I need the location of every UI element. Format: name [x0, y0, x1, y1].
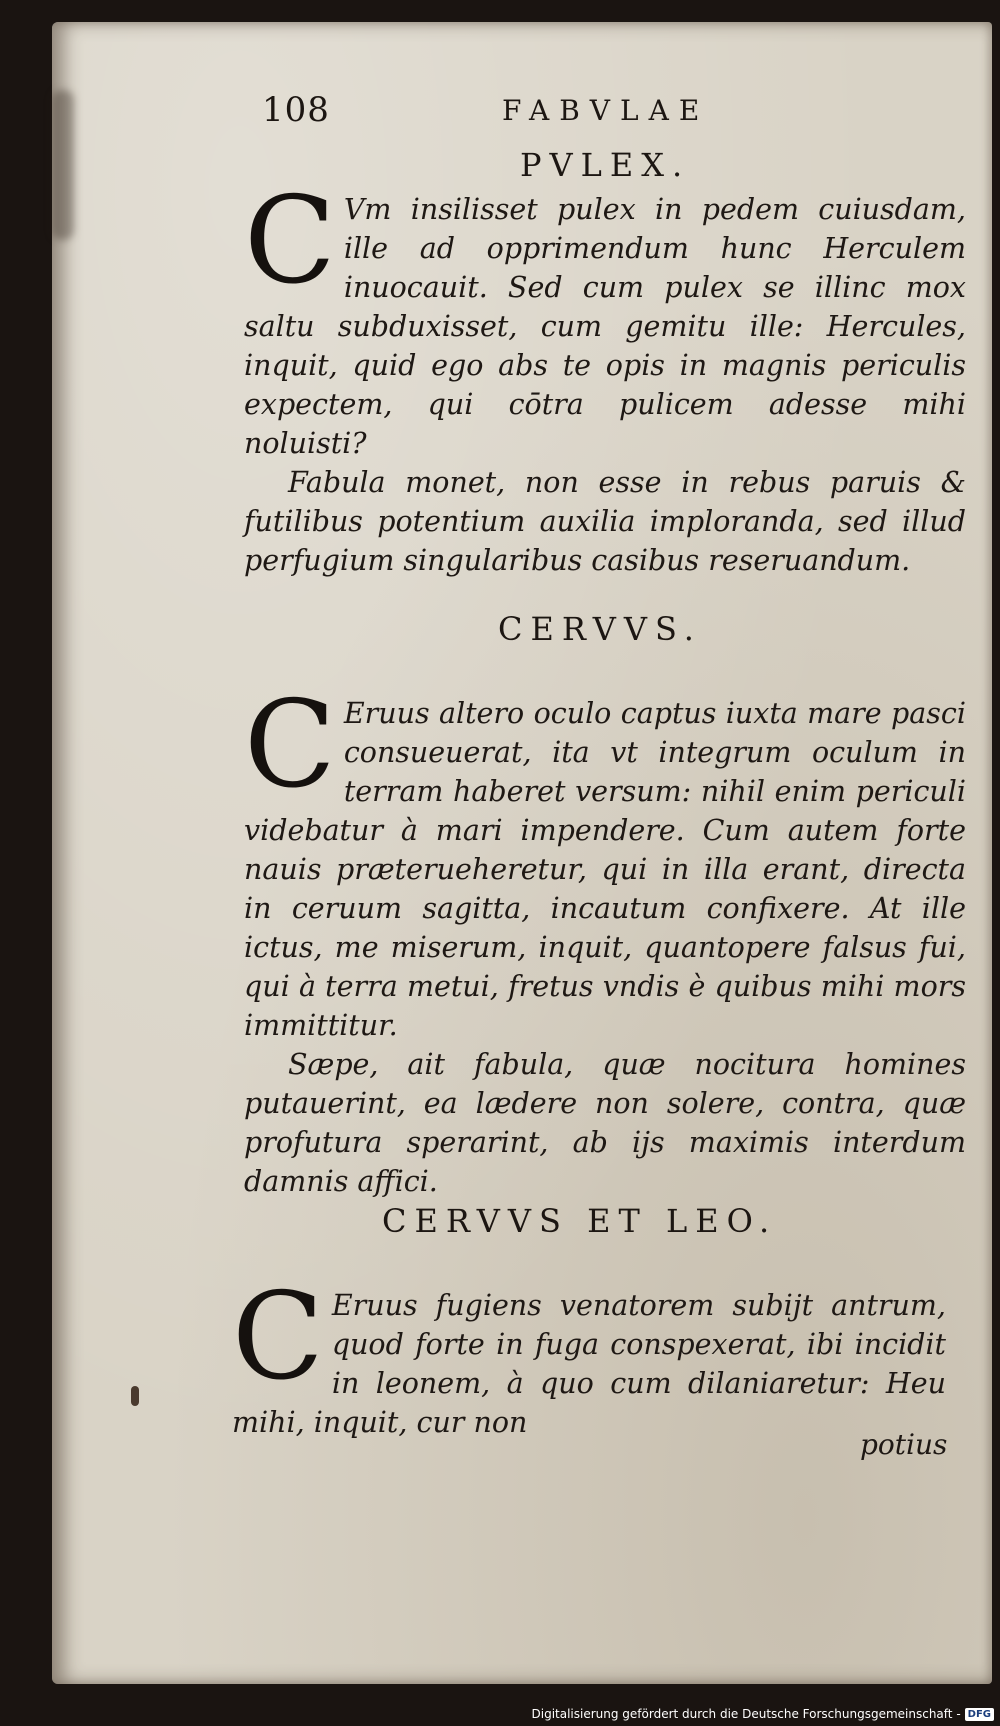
fable-title-cervus: CERVVS.	[498, 610, 702, 648]
fable-body-cervus	[244, 676, 966, 1201]
running-title: FABVLAE	[502, 94, 710, 127]
fable-text: Vm insilisset pulex in pedem cuiusdam, ille ad opprimendum hunc Herculem inuocauit. Sed cum pulex se illinc mox saltu subduxisset, cum gemitu ille: Hercules, inquit, quid ego abs te opis in magnis periculis expectem, qui cōtra pulicem adesse mihi noluisti?	[244, 193, 966, 460]
fable-title-cervus-et-leo: CERVVS ET LEO.	[382, 1202, 778, 1240]
fable-moral: Fabula monet, non esse in rebus paruis & futilibus potentium auxilia imploranda, sed illud perfugium singularibus casibus reseruandum.	[244, 466, 966, 577]
credit-text: Digitalisierung gefördert durch die Deutsche Forschungsgemeinschaft -	[531, 1707, 961, 1721]
drop-cap: C	[244, 676, 336, 815]
digitization-credit	[532, 1704, 995, 1724]
fable-moral: Sæpe, ait fabula, quæ nocitura homines putauerint, ea lædere non solere, contra, quæ profutura sperarint, ab ijs maximis interdum damnis affici.	[244, 1048, 966, 1198]
catchword: potius	[860, 1428, 948, 1461]
gutter-shadow	[52, 90, 74, 240]
fable-text: Eruus fugiens venatorem subijt antrum, quod forte in fuga conspexerat, ibi incidit in leonem, à quo cum dilaniaretur: Heu mihi, inquit, cur non	[232, 1289, 946, 1439]
fable-body-pulex	[244, 172, 966, 580]
drop-cap: C	[244, 172, 336, 311]
ink-blot	[131, 1386, 139, 1406]
dfg-logo: DFG	[965, 1708, 994, 1721]
fable-body-cervus-et-leo	[232, 1268, 946, 1442]
page-header	[262, 90, 782, 138]
page-number: 108	[262, 90, 330, 130]
fable-text: Eruus altero oculo captus iuxta mare pasci consueuerat, ita vt integrum oculum in terram haberet versum: nihil enim periculi videbatur à mari impendere. Cum autem forte nauis præterueheretur, qui in illa erant, directa in ceruum sagitta, incautum confixere. At ille ictus, me miserum, inquit, quantopere falsus fui, qui à terra metui, fretus vndis è quibus mihi mors immittitur.	[244, 697, 966, 1042]
drop-cap: C	[232, 1268, 324, 1407]
fable-title-pulex: PVLEX.	[520, 146, 691, 184]
